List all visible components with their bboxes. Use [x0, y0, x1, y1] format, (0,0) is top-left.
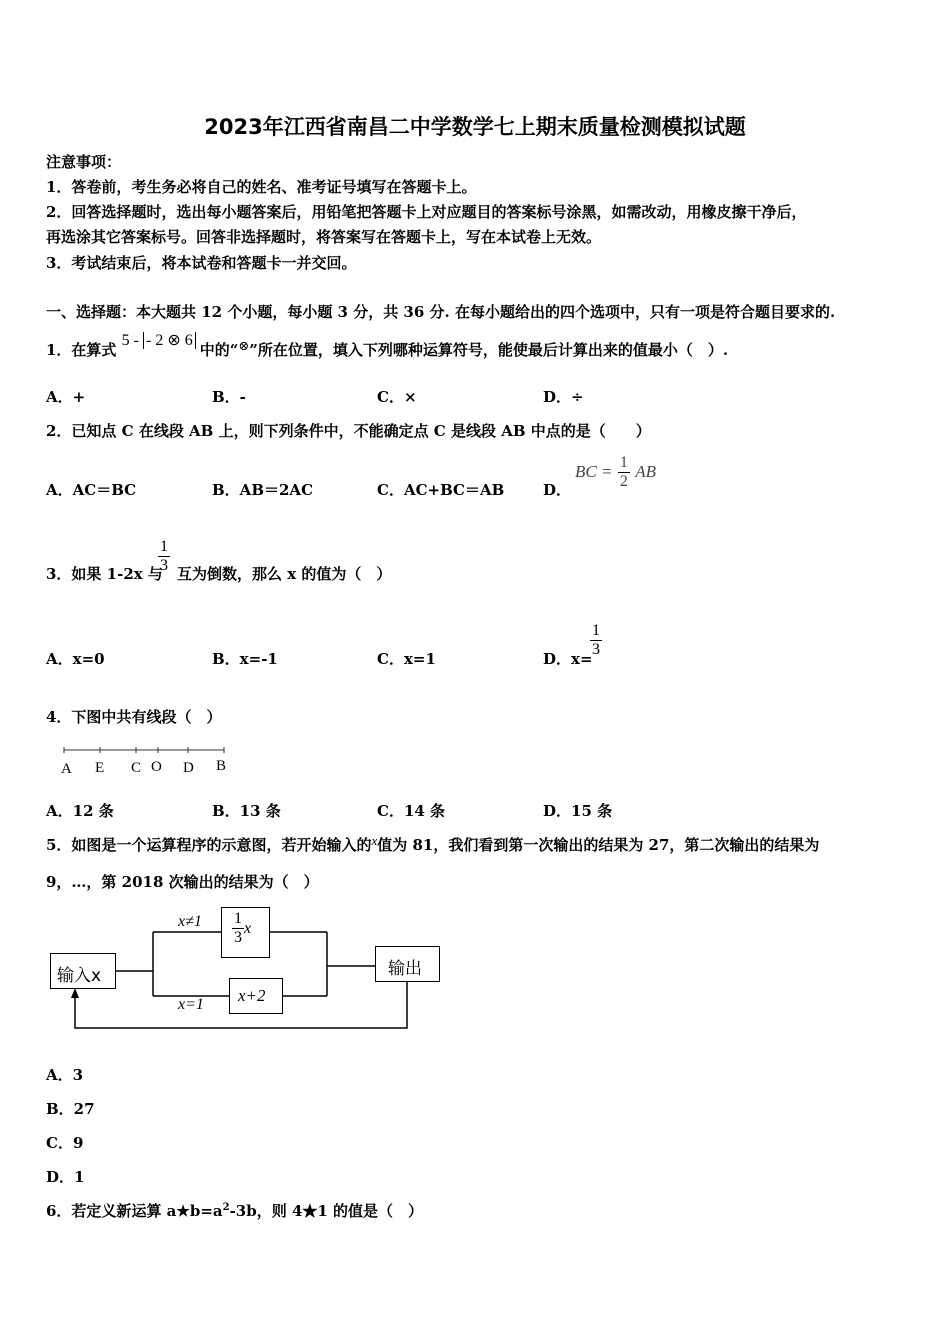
q1-expr-a: 5 -	[121, 332, 139, 349]
flow-top-den: 3	[234, 929, 242, 946]
flow-top-fraction	[232, 910, 244, 947]
q2-fraction-den: 2	[619, 473, 628, 490]
point-label-o: O	[151, 759, 162, 775]
flow-output-label: 输出	[388, 959, 422, 979]
q4-option-b: B．13 条	[212, 802, 281, 820]
notes-item: 再选涂其它答案标号。回答非选择题时，将答案写在答题卡上，写在本试卷上无效。	[46, 228, 602, 246]
q3-d-fraction	[590, 622, 602, 659]
q1-option-b: B．-	[212, 388, 246, 406]
q2-fraction-num: 1	[619, 454, 628, 471]
q2-option-d-formula	[575, 454, 656, 491]
q5-line1-text: 5．如图是一个运算程序的示意图，若开始输入的	[46, 836, 372, 854]
q3-fraction-den: 3	[160, 557, 168, 574]
point-label-b: B	[216, 758, 227, 774]
notes-item: 3．考试结束后，将本试卷和答题卡一并交回。	[46, 254, 357, 272]
flow-bottom-box	[229, 978, 283, 1014]
segment-figure	[58, 744, 238, 778]
flow-top-box	[221, 907, 270, 958]
flow-input-box	[50, 953, 116, 989]
flow-input-label: 输入x	[57, 966, 102, 986]
q1-option-d: D．÷	[543, 388, 584, 406]
q2-option-c: C．AC+BC＝AB	[377, 481, 505, 499]
q3-fraction-inner	[158, 538, 170, 575]
q2-option-a: A．AC＝BC	[46, 481, 137, 499]
q3-option-d-fraction	[590, 622, 602, 659]
q5-option-a: A．3	[46, 1066, 84, 1084]
q3-option-a: A．x=0	[46, 650, 105, 668]
q3-fraction-num: 1	[160, 538, 168, 555]
q1-expression	[122, 332, 200, 349]
q5-option-c: C．9	[46, 1134, 84, 1152]
q1-option-c: C．×	[377, 388, 417, 406]
flow-output-box	[375, 946, 440, 982]
notes-item: 2．回答选择题时，选出每小题答案后，用铅笔把答题卡上对应题目的答案标号涂黑，如需改动，用橡皮擦干净后，	[46, 203, 807, 221]
question-5-line2: 9，…，第 2018 次输出的结果为（ ）	[46, 873, 319, 891]
q1-abs-value	[143, 332, 196, 349]
q5-option-b: B．27	[46, 1100, 95, 1118]
flow-top-expression	[232, 910, 251, 947]
q6-suffix: -3b，则 4★1 的值是（ ）	[229, 1202, 424, 1220]
q6-superscript: 2	[222, 1202, 230, 1213]
q1-symbol: ⊗	[238, 339, 250, 354]
q3-suffix: 互为倒数，那么 x 的值为（ ）	[177, 565, 392, 583]
q1-mid: 中的“	[199, 341, 239, 359]
point-label-d: D	[183, 760, 194, 776]
q4-option-d: D．15 条	[543, 802, 613, 820]
q6-prefix: 6．若定义新运算 a★b=a	[46, 1202, 223, 1220]
question-4: 4．下图中共有线段（ ）	[46, 708, 222, 726]
q5-line1-var: x	[371, 833, 378, 848]
flow-top-num: 1	[234, 910, 242, 927]
q1-option-a: A．+	[46, 388, 86, 406]
q1-expr-b: - 2 ⊗ 6	[146, 332, 193, 349]
q3-option-b: B．x=-1	[212, 650, 278, 668]
q3-fraction	[158, 538, 170, 575]
question-2: 2．已知点 C 在线段 AB 上，则下列条件中，不能确定点 C 是线段 AB 中点的是（ ）	[46, 422, 651, 440]
flow-condition-top: x≠1	[178, 913, 202, 930]
q3-prefix: 3．如果 1-2x 与	[46, 565, 163, 583]
q5-option-d: D．1	[46, 1168, 85, 1186]
q3-option-c: C．x=1	[377, 650, 436, 668]
q3-option-d-label: D．x=	[543, 650, 593, 668]
point-label-a: A	[61, 761, 72, 777]
q2-fraction	[618, 454, 630, 491]
q3-d-den: 3	[592, 641, 600, 658]
q4-option-a: A．12 条	[46, 802, 114, 820]
flow-bottom-label: x+2	[238, 986, 266, 1005]
q2-option-b: B．AB＝2AC	[212, 481, 314, 499]
question-1	[46, 332, 729, 360]
q1-suffix: ”所在位置，填入下列哪种运算符号，能使最后计算出来的值最小（ ）.	[249, 341, 729, 359]
q2-formula-lhs: BC =	[575, 462, 613, 481]
question-5-line1	[46, 834, 819, 855]
q5-line1-rest: 值为 81，我们看到第一次输出的结果为 27，第二次输出的结果为	[377, 836, 820, 854]
flow-condition-bottom: x=1	[178, 996, 204, 1013]
point-label-e: E	[95, 760, 105, 776]
q3-d-num: 1	[592, 622, 600, 639]
q4-option-c: C．14 条	[377, 802, 446, 820]
question-6	[46, 1200, 423, 1221]
flow-top-var: x	[244, 920, 252, 937]
section-heading: 一、选择题：本大题共 12 个小题，每小题 3 分，共 36 分. 在每小题给出的四个选项中，只有一项是符合题目要求的.	[46, 303, 836, 321]
notes-item: 1．答卷前，考生务必将自己的姓名、准考证号填写在答题卡上。	[46, 178, 477, 196]
q2-formula-rhs: AB	[635, 462, 657, 481]
page-title: 2023年江西省南昌二中学数学七上期末质量检测模拟试题	[204, 115, 746, 139]
q2-option-d-label: D．	[543, 481, 572, 499]
point-label-c: C	[131, 760, 142, 776]
notes-heading: 注意事项：	[46, 153, 122, 171]
q1-prefix: 1．在算式	[46, 341, 117, 359]
